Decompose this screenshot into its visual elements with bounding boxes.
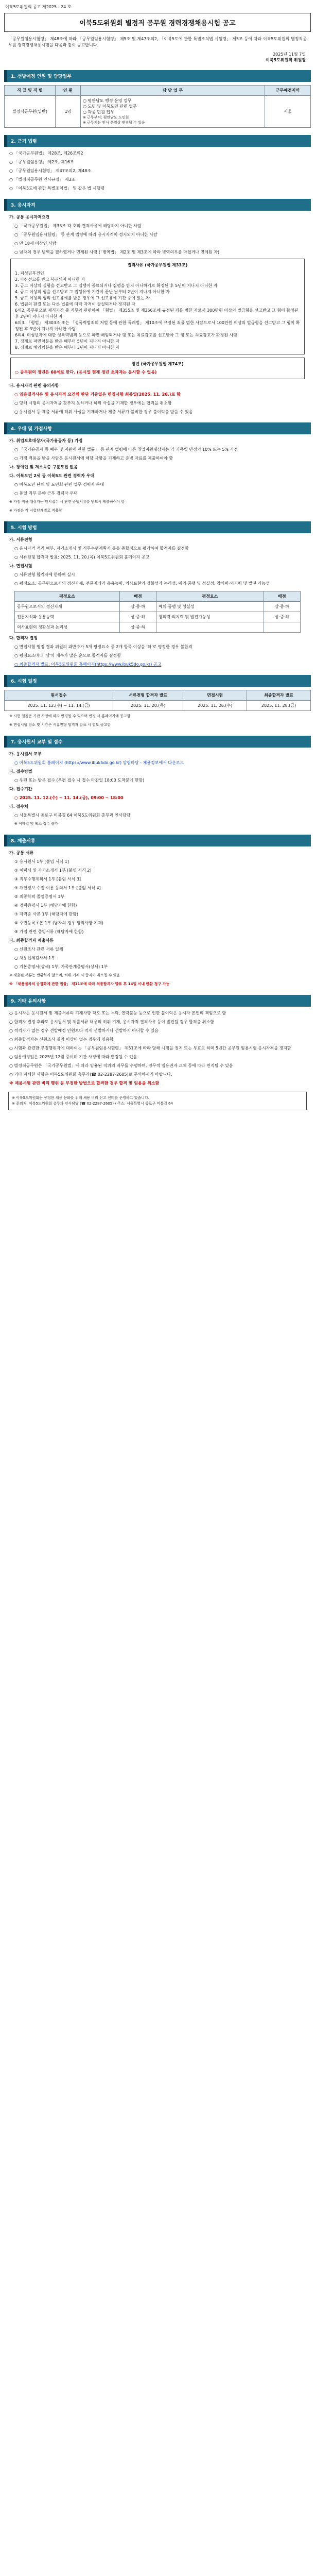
list-item: ③ 직무수행계획서 1부 [붙임 서식 3] <box>14 877 81 882</box>
list-item: ○ 서류전형 합격자 발표: 2025. 11. 20.(목) 이북5도위원회 홈페이지 공고 <box>14 555 150 560</box>
table-cell: 상·중·하 <box>119 612 156 622</box>
subheading: 가. 공통 서류 <box>9 851 34 855</box>
table-cell: 공무원으로서의 정신자세 <box>15 602 120 612</box>
retirement-box <box>10 358 305 379</box>
list-item: ○ 남자의 경우 병역을 필하였거나 면제된 사람 (「병역법」 제2조 및 제3조에 따라 병역의무를 마쳤거나 면제된 자) <box>14 250 220 255</box>
list-item: ○ 면접시험 평정 결과 위원의 과반수가 5개 평정요소 중 2개 항목 이상을 '하'로 평정한 경우 불합격 <box>14 645 192 649</box>
section-4-title: 4. 우대 및 가점사항 <box>4 422 311 434</box>
eligibility-notes <box>4 382 311 415</box>
table-cell: 2025. 11. 12.(수) ~ 11. 14.(금) <box>5 701 113 711</box>
intro-text: 「공무원임용시험령」 제48조에 따라 「공무원임용시험령」 제5조 및 제47조의2, 「이북5도에 관한 특별조치법 시행령」 제5조 등에 따라 이북5도위원회 별정직공무원 경력경쟁채용시험을 다음과 같이 공고합니다. <box>8 37 307 47</box>
list-item: ○ 「국가공무원법」 제28조, 제26조의2 <box>9 151 83 156</box>
pass-decision-list <box>4 635 311 668</box>
section-6-title: 6. 시험 일정 <box>4 675 311 687</box>
box-title: 정년 (국가공무원법 제74조) <box>131 362 184 366</box>
section-9-title: 9. 기타 유의사항 <box>4 995 311 1007</box>
table-cell: 상·중·하 <box>119 602 156 612</box>
list-item: ○ 적격자가 없는 경우 선발예정 인원보다 적게 선발하거나 선발하지 아니할 수 있음 <box>9 1028 159 1033</box>
misc-list <box>4 1010 311 1087</box>
list-item: ○ 응시자는 응시원서 및 제출서류의 기재사항 착오 또는 누락, 연락불능 등으로 인한 불이익은 응시자 본인의 책임으로 함 <box>9 1011 226 1015</box>
table-header: 면접시험 <box>183 690 247 701</box>
table-cell <box>156 622 264 633</box>
box-line: 1. 피성년후견인 <box>15 271 44 276</box>
exam-method-list <box>4 536 311 587</box>
list-item: ○ 채용신체검사서 1부 <box>14 956 55 960</box>
list-item: ⑦ 자격증 사본 1부 (해당자에 한함) <box>14 912 78 917</box>
table-header: 인 원 <box>56 86 81 96</box>
note: ※ 가점 적용 대상자는 원서접수 시 관련 증빙서류를 반드시 제출하여야 함 <box>9 500 125 504</box>
application-list <box>4 751 311 827</box>
subheading: 다. 접수기간 <box>9 787 32 791</box>
list-item: ○ 서울특별시 종로구 비봉길 64 이북5도위원회 총무과 인사담당 <box>14 813 131 818</box>
list-item: ○ 최종합격자는 신원조사 결과 이상이 없는 경우에 임용함 <box>9 1037 114 1042</box>
box-line: 6. 법원의 판결 또는 다른 법률에 따라 자격이 상실되거나 정지된 자 <box>15 302 135 307</box>
box-line: 6의4. 미성년자에 대한 성폭력범죄 등으로 파면·해임되거나 형 또는 치료감호를 선고받아 그 형 또는 치료감호가 확정된 사람 <box>15 333 238 337</box>
footer-line: ※ 이북5도위원회는 공정한 채용 문화를 위해 채용 비리 신고 센터를 운영하고 있습니다. <box>12 1096 149 1100</box>
list-item: ○ 2025. 11. 12.(수) ~ 11. 14.(금), 09:00 ~ 18:00 <box>14 795 124 800</box>
list-item: ○ 임용예정일은 2025년 12월 중이며 기관 사정에 따라 변경될 수 있음 <box>9 1055 137 1059</box>
subheading: 가. 공통 응시자격요건 <box>9 215 50 219</box>
notice-title: 이북5도위원회 별정직 공무원 경력경쟁채용시험 공고 <box>4 13 311 32</box>
list-item: ○ 「공무원임용령」 제2조, 제16조 <box>9 160 74 164</box>
list-item: ○ 「공무원임용시험령」 제47조의2, 제48조 <box>9 168 92 173</box>
table-header: 최종합격자 발표 <box>247 690 311 701</box>
list-item: ○ 「공무원임용시험령」 등 관계 법령에 따라 응시자격이 정지되지 아니한 사람 <box>14 232 157 237</box>
table-cell: 창의력·의지력 및 발전가능성 <box>156 612 264 622</box>
table-cell: 상·중·하 <box>119 622 156 633</box>
box-line: 6의3. 「형법」 제303조 또는 「성폭력범죄의 처벌 등에 관한 특례법」 제10조에 규정된 죄를 범한 사람으로서 100만원 이상의 벌금형을 선고받고 그 형이 확정된 후 3년이 지나지 아니한 사람 <box>15 320 300 331</box>
table-header: 평정요소 <box>156 591 264 602</box>
preference-list <box>4 437 311 514</box>
law-list <box>4 150 311 192</box>
subheading: 나. 면접시험 <box>9 564 32 568</box>
list-item: ○ 동일 직무 분야 근무 경력자 우대 <box>14 491 78 496</box>
box-line: 6의2. 공무원으로 재직기간 중 직무와 관련하여 「형법」 제355조 및 제356조에 규정된 죄를 범한 자로서 300만원 이상의 벌금형을 선고받고 그 형이 확정된 후 2년이 지나지 아니한 자 <box>15 308 299 319</box>
table-header: 담 당 업 무 <box>81 86 265 96</box>
subheading: 가. 응시원서 교부 <box>9 752 42 756</box>
list-item: ① 응시원서 1부 [붙임 서식 1] <box>14 859 69 864</box>
list-item: ○ 시험과 관련한 부정행위자에 대하여는 「공무원임용시험령」 제51조에 따라 당해 시험을 정지 또는 무효로 하며 5년간 공무원 임용시험 응시자격을 정지함 <box>9 1046 291 1050</box>
schedule-table <box>4 690 311 711</box>
list-item: ⑤ 최종학력 졸업증명서 1부 <box>14 894 65 899</box>
list-item: ○ 「국가공무원법」 제33조 각 호의 결격사유에 해당하지 아니한 사람 <box>14 224 142 228</box>
list-item: ○ 신원조사 관련 서류 일체 <box>14 947 63 952</box>
table-header: 배점 <box>119 591 156 602</box>
note: ※ 가점은 각 시험단계별로 적용함 <box>9 509 62 513</box>
subheading: 나. 응시자격 관련 유의사항 <box>9 383 59 388</box>
duty-note: ※ 근무부서: 평안남도 도민회 <box>83 115 129 120</box>
subheading: 가. 취업보호대상자(국가유공자 등) 가점 <box>9 438 83 443</box>
section-2-title: 2. 근거 법령 <box>4 135 311 147</box>
list-item: ○ 만 18세 이상인 사람 <box>14 241 57 246</box>
duty-line: ○ 도민 및 이북도민 관련 업무 <box>83 104 137 109</box>
section-1-title: 1. 선발예정 인원 및 담당업무 <box>4 70 311 82</box>
list-item: ○ 이북도민 단체 및 도민회 관련 업무 경력자 우대 <box>14 482 104 487</box>
list-item[interactable]: ○ 이북5도위원회 홈페이지 (https://www.ibuk5do.go.kr) 알림마당 - 채용정보에서 다운로드 <box>14 760 184 765</box>
table-cell: 상·중·하 <box>264 612 300 622</box>
table-cell: 2025. 11. 20.(목) <box>113 701 183 711</box>
subheading: 다. 이북도민 2세 등 이북5도 관련 경력자 우대 <box>9 473 95 478</box>
schedule-notes <box>4 713 311 728</box>
list-item: ○ 「별정직공무원 인사규정」 제3조 <box>9 177 76 182</box>
subheading: 나. 최종합격자 제출서류 <box>9 938 54 943</box>
table-header: 직 급 및 직 렬 <box>5 86 56 96</box>
list-item: ○ 기타 자세한 사항은 이북5도위원회 총무과(☎ 02-2287-2605)로 문의하시기 바랍니다. <box>9 1072 172 1077</box>
subheading: 가. 서류전형 <box>9 537 32 542</box>
list-item: ⑥ 경력증명서 1부 (해당자에 한함) <box>14 903 77 908</box>
box-line: 3. 금고 이상의 실형을 선고받고 그 집행이 종료되거나 집행을 받지 아니하기로 확정된 후 5년이 지나지 아니한 자 <box>15 283 218 288</box>
footer-box <box>8 1092 307 1110</box>
table-header: 평정요소 <box>15 591 120 602</box>
disqualification-box <box>10 259 305 354</box>
footer-line: ※ 문의처: 이북5도위원회 총무과 인사담당 (☎ 02-2287-2605) / 주소: 서울특별시 종로구 비봉길 64 <box>12 1101 173 1106</box>
eligibility-list <box>4 214 311 256</box>
duty-note: ※ 근무지는 인사 운영상 변경될 수 있음 <box>83 121 145 125</box>
count-cell: 1명 <box>56 96 81 128</box>
subheading: 다. 합격자 결정 <box>9 636 38 640</box>
table-cell: 의사표현의 정확성과 논리성 <box>15 622 120 633</box>
list-item: ○ 「국가유공자 등 예우 및 지원에 관한 법률」 등 관계 법령에 따른 취업지원대상자는 각 과목별 만점의 10% 또는 5% 가점 <box>14 447 238 452</box>
list-item: ○ 응시원서 등 제출 서류에 허위 사실을 기재하거나 제출 서류가 불비한 경우 불이익을 받을 수 있음 <box>14 410 193 414</box>
table-row <box>5 96 311 128</box>
note: ※ 제출된 서류는 반환하지 않으며, 허위 기재 시 합격이 취소될 수 있음 <box>9 973 120 977</box>
section-5-title: 5. 시험 방법 <box>4 521 311 533</box>
interview-criteria-table <box>14 591 301 633</box>
table-row <box>15 612 301 622</box>
duties-cell <box>81 96 265 128</box>
list-item: ○ 서류전형 합격자에 한하여 실시 <box>14 572 75 577</box>
duty-line: ○ 평안남도 행정 운영 업무 <box>83 98 132 103</box>
table-cell: 상·중·하 <box>264 602 300 612</box>
subheading: 나. 장애인 및 저소득층 구분모집 없음 <box>9 465 78 469</box>
list-item: ○ 「이북5도에 관한 특별조치법」 및 같은 법 시행령 <box>9 186 104 191</box>
box-line: 8. 징계로 해임처분을 받은 때부터 3년이 지나지 아니한 자 <box>15 345 120 350</box>
list-item: ○ 기본증명서(상세) 1부, 가족관계증명서(상세) 1부 <box>14 964 108 969</box>
table-row <box>15 602 301 612</box>
box-line: 5. 금고 이상의 형의 선고유예를 받은 경우에 그 선고유예 기간 중에 있는 자 <box>15 296 150 300</box>
list-item: ⑧ 주민등록초본 1부 (남자의 경우 병적사항 기재) <box>14 921 103 925</box>
list-item: ○ 합격자 결정 후라도 응시원서 및 제출서류 내용의 허위 기재, 응시자격 결격사유 등이 발견될 경우 합격을 취소함 <box>9 1020 214 1024</box>
box-title: 결격사유 (국가공무원법 제33조) <box>127 263 188 267</box>
table-row <box>5 701 311 711</box>
list-item: ○ 가점 적용을 받을 사람은 응시원서에 해당 사항을 기재하고 증빙 자료를 제출하여야 함 <box>14 456 173 461</box>
notice-date: 2025년 11월 7일 <box>273 52 306 57</box>
table-header: 서류전형 합격자 발표 <box>113 690 183 701</box>
table-header: 근무예정지역 <box>265 86 311 96</box>
table-header: 원서접수 <box>5 690 113 701</box>
subheading: 라. 접수처 <box>9 804 28 809</box>
table-cell <box>264 622 300 633</box>
table-cell: 2025. 11. 28.(금) <box>247 701 311 711</box>
box-line: 7. 징계로 파면처분을 받은 때부터 5년이 지나지 아니한 자 <box>15 339 120 344</box>
box-line: 2. 파산선고를 받고 복권되지 아니한 자 <box>15 277 85 282</box>
list-item: ○ 별정직공무원은 「국가공무원법」에 따라 임용된 직위의 직무를 수행하며, 정무적 임용권자 교체 등에 따라 면직될 수 있음 <box>9 1063 233 1068</box>
region-cell: 서울 <box>265 96 311 128</box>
box-line: 4. 금고 이상의 형을 선고받고 그 집행유예 기간이 끝난 날부터 2년이 지나지 아니한 자 <box>15 290 170 294</box>
table-cell: 2025. 11. 26.(수) <box>183 701 247 711</box>
section-7-title: 7. 응시원서 교부 및 접수 <box>4 736 311 748</box>
documents-list <box>4 850 311 988</box>
notice-org: 이북5도위원회 위원장 <box>266 58 306 62</box>
subheading: 나. 접수방법 <box>9 769 32 774</box>
note: ※ 「채용절차의 공정화에 관한 법률」 제11조에 따라 최종합격자 발표 후 14일 이내 반환 청구 가능 <box>9 982 170 986</box>
table-cell: 전문지식과 응용능력 <box>15 612 120 622</box>
positions-table <box>4 85 311 128</box>
table-cell: 예의·품행 및 성실성 <box>156 602 264 612</box>
section-3-title: 3. 응시자격 <box>4 199 311 211</box>
list-item: ④ 개인정보 수집·이용 동의서 1부 [붙임 서식 4] <box>14 886 101 890</box>
list-item: ○ 임용결격사유 및 응시자격 요건의 판단 기준일은 면접시험 최종일(2025. 11. 26.)로 함 <box>14 392 181 397</box>
list-item: ○ 평정요소: 공무원으로서의 정신자세, 전문지식과 응용능력, 의사표현의 정확성과 논리성, 예의·품행 및 성실성, 창의력·의지력 및 발전 가능성 <box>14 581 270 586</box>
notice-page <box>4 0 311 1121</box>
box-line: ○ 공무원의 정년은 60세로 한다. (응시일 현재 정년 초과자는 응시할 수 없음) <box>15 370 157 375</box>
note: ※ 시험 일정은 기관 사정에 따라 변경될 수 있으며 변경 시 홈페이지에 공고함 <box>9 714 131 718</box>
table-row <box>15 622 301 633</box>
note: ※ 면접시험 장소 및 시간은 서류전형 합격자 발표 시 별도 공고함 <box>9 723 111 727</box>
emphasis-note: ※ 채용시험 관련 비리 행위 등 부정한 방법으로 합격한 경우 합격 및 임용을 취소함 <box>9 1081 160 1086</box>
duty-line: ○ 각종 민원 업무 <box>83 110 114 114</box>
table-header: 배점 <box>264 591 300 602</box>
list-item: ○ 우편 또는 방문 접수 (우편 접수 시 접수 마감일 18:00 도착분에 한함) <box>14 778 145 783</box>
note: ※ 이메일 및 팩스 접수 불가 <box>14 822 58 826</box>
grade-cell: 별정직공무원(일반) <box>5 96 56 128</box>
interview-table-wrap <box>4 589 311 635</box>
notice-number: 이북5도위원회 공고 제2025 - 24 호 <box>5 5 72 9</box>
list-item: ② 이력서 및 자기소개서 1부 [붙임 서식 2] <box>14 868 92 873</box>
list-item: ○ 당해 시험의 응시자격을 갖추지 못하거나 허위 사실을 기재한 경우에는 합격을 취소함 <box>14 401 172 405</box>
list-item: ○ 평정요소마다 '상'의 개수가 많은 순으로 합격자를 결정함 <box>14 653 121 658</box>
list-item: ○ 응시자격 적격 여부, 자기소개서 및 직무수행계획서 등을 종합적으로 평가하여 합격자를 결정함 <box>14 546 189 551</box>
section-8-title: 8. 제출서류 <box>4 835 311 846</box>
homepage-link[interactable]: ○ 최종합격자 발표: 이북5도위원회 홈페이지(https://www.ibuk5do.go.kr) 공고 <box>14 662 162 667</box>
list-item: ⑨ 가점 관련 증빙서류 (해당자에 한함) <box>14 929 84 934</box>
